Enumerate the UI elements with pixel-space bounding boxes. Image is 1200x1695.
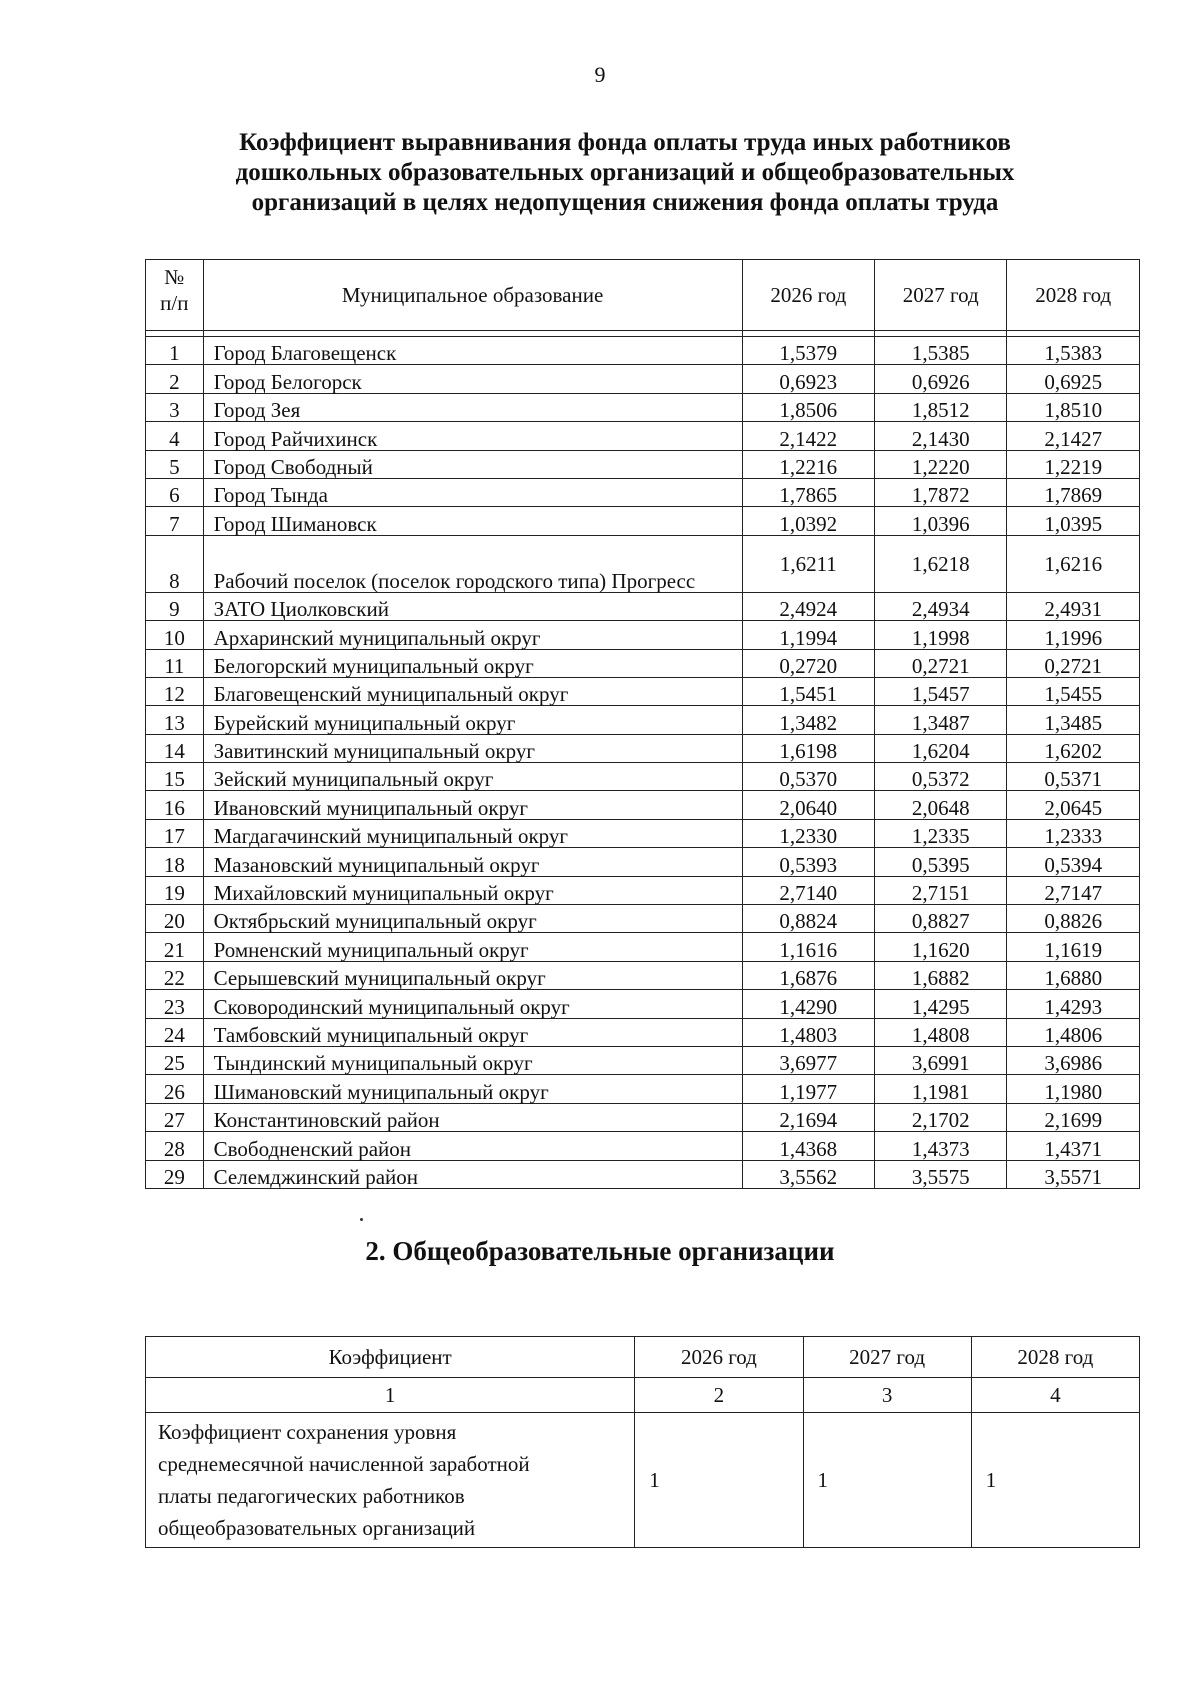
municipality-name: Архаринский муниципальный округ <box>203 621 742 649</box>
stray-dot <box>360 1218 363 1221</box>
value-2028: 1,2219 <box>1007 450 1140 478</box>
row-number: 19 <box>146 876 204 904</box>
value-2026: 1,0392 <box>742 507 874 535</box>
table-row <box>146 1413 1140 1548</box>
municipality-name: Свободненский район <box>203 1132 742 1160</box>
table-row <box>146 677 1140 705</box>
value-2026: 1,6198 <box>742 734 874 762</box>
table-row <box>146 1046 1140 1074</box>
row-number: 3 <box>146 393 204 421</box>
municipality-name: Сковородинский муниципальный округ <box>203 990 742 1018</box>
value-2028: 1,3485 <box>1007 706 1140 734</box>
table-header-row <box>146 260 1140 331</box>
table-row <box>146 1075 1140 1103</box>
value-2028: 1,7869 <box>1007 478 1140 506</box>
value-2026: 1,8506 <box>742 393 874 421</box>
value-2028: 0,6925 <box>1007 365 1140 393</box>
value-2027: 1,2335 <box>875 819 1007 847</box>
value-2026: 1,4803 <box>742 1018 874 1046</box>
value-2027: 1,4808 <box>875 1018 1007 1046</box>
row-number: 10 <box>146 621 204 649</box>
municipality-name: Город Свободный <box>203 450 742 478</box>
value-2028: 3,6986 <box>1007 1046 1140 1074</box>
value-2027: 1,1998 <box>875 621 1007 649</box>
value-2028: 0,8826 <box>1007 905 1140 933</box>
value-2026: 2,0640 <box>742 791 874 819</box>
header-number-abbr: п/п <box>160 291 189 315</box>
municipality-name: Тындинский муниципальный округ <box>203 1046 742 1074</box>
value-2028: 0,2721 <box>1007 649 1140 677</box>
table-row <box>146 763 1140 791</box>
row-number: 11 <box>146 649 204 677</box>
value-2027: 0,8827 <box>875 905 1007 933</box>
municipality-name: Ромненский муниципальный округ <box>203 933 742 961</box>
value-2027: 2,1702 <box>875 1103 1007 1131</box>
row-number: 26 <box>146 1075 204 1103</box>
column-number-row <box>146 1378 1140 1413</box>
municipality-name: Город Райчихинск <box>203 422 742 450</box>
value-2026: 1,6211 <box>742 535 874 592</box>
value-2026: 1,1616 <box>742 933 874 961</box>
description-line: общеобразовательных организаций <box>158 1516 476 1540</box>
value-2026: 1,4368 <box>742 1132 874 1160</box>
value-2027: 1,2220 <box>875 450 1007 478</box>
section-title: 2. Общеобразовательные организации <box>365 1236 835 1266</box>
value-2028: 2,1427 <box>1007 422 1140 450</box>
value-2027: 3,5575 <box>875 1160 1007 1188</box>
description-line: Коэффициент сохранения уровня <box>158 1420 457 1444</box>
row-number: 6 <box>146 478 204 506</box>
municipality-name: Магдагачинский муниципальный округ <box>203 819 742 847</box>
table-row <box>146 478 1140 506</box>
value-2028: 3,5571 <box>1007 1160 1140 1188</box>
value-2027: 1,1620 <box>875 933 1007 961</box>
municipality-name: Константиновский район <box>203 1103 742 1131</box>
value-2028: 1,1980 <box>1007 1075 1140 1103</box>
row-number: 28 <box>146 1132 204 1160</box>
title-line: организаций в целях недопущения снижения фонда оплаты труда <box>251 189 999 216</box>
value-2026: 1,2216 <box>742 450 874 478</box>
value-2028: 2,0645 <box>1007 791 1140 819</box>
value-2027: 0,2721 <box>875 649 1007 677</box>
table-row <box>146 933 1140 961</box>
value-2027: 1,4295 <box>875 990 1007 1018</box>
row-number: 4 <box>146 422 204 450</box>
header-2027: 2027 год <box>875 260 1007 331</box>
value-2026: 1,2330 <box>742 819 874 847</box>
municipality-name: Рабочий поселок (поселок городского типа) Прогресс <box>203 535 742 592</box>
value-2027: 1,6882 <box>875 961 1007 989</box>
municipality-name: Ивановский муниципальный округ <box>203 791 742 819</box>
value-2027: 1,8512 <box>875 393 1007 421</box>
value-2028: 1,6216 <box>1007 535 1140 592</box>
value-2026: 1,5379 <box>742 337 874 365</box>
value-2027: 2,4934 <box>875 592 1007 620</box>
table-row <box>146 876 1140 904</box>
table-row <box>146 848 1140 876</box>
title-line: Коэффициент выравнивания фонда оплаты труда иных работников <box>239 129 1011 156</box>
value-2028: 1,0395 <box>1007 507 1140 535</box>
header-municipality: Муниципальное образование <box>203 260 742 331</box>
value-2028: 1 <box>971 1413 1139 1548</box>
value-2026: 1 <box>635 1413 803 1548</box>
municipality-name: Серышевский муниципальный округ <box>203 961 742 989</box>
value-2028: 0,5394 <box>1007 848 1140 876</box>
row-number: 17 <box>146 819 204 847</box>
municipality-name: Город Тында <box>203 478 742 506</box>
document-title <box>150 128 1100 218</box>
table-row <box>146 649 1140 677</box>
value-2028: 1,6880 <box>1007 961 1140 989</box>
value-2026: 1,5451 <box>742 677 874 705</box>
row-number: 12 <box>146 677 204 705</box>
table-row <box>146 450 1140 478</box>
table-row <box>146 961 1140 989</box>
value-2026: 0,6923 <box>742 365 874 393</box>
header-number <box>146 260 204 331</box>
column-number: 1 <box>146 1378 635 1413</box>
row-number: 2 <box>146 365 204 393</box>
table-row <box>146 734 1140 762</box>
row-number: 1 <box>146 337 204 365</box>
value-2027: 1,0396 <box>875 507 1007 535</box>
row-number: 22 <box>146 961 204 989</box>
table-row <box>146 337 1140 365</box>
header-2028: 2028 год <box>1007 260 1140 331</box>
table-row <box>146 905 1140 933</box>
value-2026: 2,1422 <box>742 422 874 450</box>
value-2028: 1,2333 <box>1007 819 1140 847</box>
value-2028: 1,8510 <box>1007 393 1140 421</box>
row-number: 8 <box>146 535 204 592</box>
coefficient-description <box>146 1413 635 1548</box>
municipality-name: Благовещенский муниципальный округ <box>203 677 742 705</box>
table-row <box>146 365 1140 393</box>
value-2026: 1,4290 <box>742 990 874 1018</box>
row-number: 5 <box>146 450 204 478</box>
municipality-name: Шимановский муниципальный округ <box>203 1075 742 1103</box>
row-number: 16 <box>146 791 204 819</box>
value-2028: 1,4293 <box>1007 990 1140 1018</box>
table-row <box>146 1018 1140 1046</box>
table-row <box>146 422 1140 450</box>
row-number: 23 <box>146 990 204 1018</box>
municipality-name: Селемджинский район <box>203 1160 742 1188</box>
value-2028: 2,7147 <box>1007 876 1140 904</box>
value-2026: 0,8824 <box>742 905 874 933</box>
value-2026: 2,1694 <box>742 1103 874 1131</box>
value-2028: 1,1619 <box>1007 933 1140 961</box>
value-2027: 0,6926 <box>875 365 1007 393</box>
value-2028: 1,5383 <box>1007 337 1140 365</box>
municipality-name: Город Белогорск <box>203 365 742 393</box>
table-row <box>146 819 1140 847</box>
value-2027: 1,5385 <box>875 337 1007 365</box>
row-number: 20 <box>146 905 204 933</box>
row-number: 14 <box>146 734 204 762</box>
municipality-name: Октябрьский муниципальный округ <box>203 905 742 933</box>
value-2026: 3,5562 <box>742 1160 874 1188</box>
value-2027: 0,5372 <box>875 763 1007 791</box>
value-2027: 2,1430 <box>875 422 1007 450</box>
table-row <box>146 507 1140 535</box>
value-2027: 1,1981 <box>875 1075 1007 1103</box>
municipality-name: Белогорский муниципальный округ <box>203 649 742 677</box>
value-2026: 1,3482 <box>742 706 874 734</box>
value-2027: 1,7872 <box>875 478 1007 506</box>
column-number: 3 <box>803 1378 971 1413</box>
table-row <box>146 1132 1140 1160</box>
value-2028: 2,4931 <box>1007 592 1140 620</box>
municipality-name: Бурейский муниципальный округ <box>203 706 742 734</box>
table-row <box>146 791 1140 819</box>
municipality-name: Михайловский муниципальный округ <box>203 876 742 904</box>
row-number: 7 <box>146 507 204 535</box>
row-number: 18 <box>146 848 204 876</box>
header-2028: 2028 год <box>971 1337 1139 1378</box>
table-row <box>146 592 1140 620</box>
value-2026: 2,7140 <box>742 876 874 904</box>
table-row <box>146 393 1140 421</box>
description-line: платы педагогических работников <box>158 1484 465 1508</box>
description-line: среднемесячной начисленной заработной <box>158 1452 530 1476</box>
value-2028: 1,5455 <box>1007 677 1140 705</box>
table-row <box>146 706 1140 734</box>
value-2027: 2,0648 <box>875 791 1007 819</box>
value-2027: 1,6218 <box>875 535 1007 592</box>
municipality-name: Город Шимановск <box>203 507 742 535</box>
row-number: 13 <box>146 706 204 734</box>
value-2028: 1,4806 <box>1007 1018 1140 1046</box>
value-2026: 0,5393 <box>742 848 874 876</box>
row-number: 27 <box>146 1103 204 1131</box>
value-2028: 2,1699 <box>1007 1103 1140 1131</box>
municipality-name: Завитинский муниципальный округ <box>203 734 742 762</box>
column-number: 4 <box>971 1378 1139 1413</box>
value-2027: 2,7151 <box>875 876 1007 904</box>
value-2026: 1,6876 <box>742 961 874 989</box>
value-2027: 1,4373 <box>875 1132 1007 1160</box>
header-coefficient: Коэффициент <box>146 1337 635 1378</box>
value-2026: 1,1994 <box>742 621 874 649</box>
page-number: 9 <box>594 62 606 87</box>
header-2026: 2026 год <box>742 260 874 331</box>
municipality-name: ЗАТО Циолковский <box>203 592 742 620</box>
municipality-name: Город Благовещенск <box>203 337 742 365</box>
value-2028: 1,6202 <box>1007 734 1140 762</box>
value-2027: 1,6204 <box>875 734 1007 762</box>
title-line: дошкольных образовательных организаций и общеобразовательных <box>235 159 1015 186</box>
value-2026: 0,5370 <box>742 763 874 791</box>
municipality-name: Тамбовский муниципальный округ <box>203 1018 742 1046</box>
header-number-sign: № <box>164 265 185 289</box>
value-2027: 3,6991 <box>875 1046 1007 1074</box>
value-2026: 0,2720 <box>742 649 874 677</box>
table-row <box>146 1160 1140 1188</box>
row-number: 21 <box>146 933 204 961</box>
value-2027: 1 <box>803 1413 971 1548</box>
value-2027: 1,3487 <box>875 706 1007 734</box>
value-2026: 3,6977 <box>742 1046 874 1074</box>
municipality-name: Мазановский муниципальный округ <box>203 848 742 876</box>
municipality-name: Зейский муниципальный округ <box>203 763 742 791</box>
table-row <box>146 1103 1140 1131</box>
row-number: 24 <box>146 1018 204 1046</box>
value-2027: 0,5395 <box>875 848 1007 876</box>
table-header-row <box>146 1337 1140 1378</box>
value-2026: 1,7865 <box>742 478 874 506</box>
row-number: 29 <box>146 1160 204 1188</box>
column-number: 2 <box>635 1378 803 1413</box>
municipality-name: Город Зея <box>203 393 742 421</box>
row-number: 25 <box>146 1046 204 1074</box>
value-2028: 0,5371 <box>1007 763 1140 791</box>
header-2026: 2026 год <box>635 1337 803 1378</box>
value-2028: 1,4371 <box>1007 1132 1140 1160</box>
table-row <box>146 990 1140 1018</box>
header-2027: 2027 год <box>803 1337 971 1378</box>
value-2028: 1,1996 <box>1007 621 1140 649</box>
coefficient-table <box>145 259 1140 1189</box>
row-number: 9 <box>146 592 204 620</box>
table-row <box>146 621 1140 649</box>
row-number: 15 <box>146 763 204 791</box>
value-2027: 1,5457 <box>875 677 1007 705</box>
value-2026: 2,4924 <box>742 592 874 620</box>
general-education-table <box>145 1336 1140 1548</box>
coefficient-table-body <box>146 337 1140 1189</box>
value-2026: 1,1977 <box>742 1075 874 1103</box>
table-row <box>146 535 1140 592</box>
